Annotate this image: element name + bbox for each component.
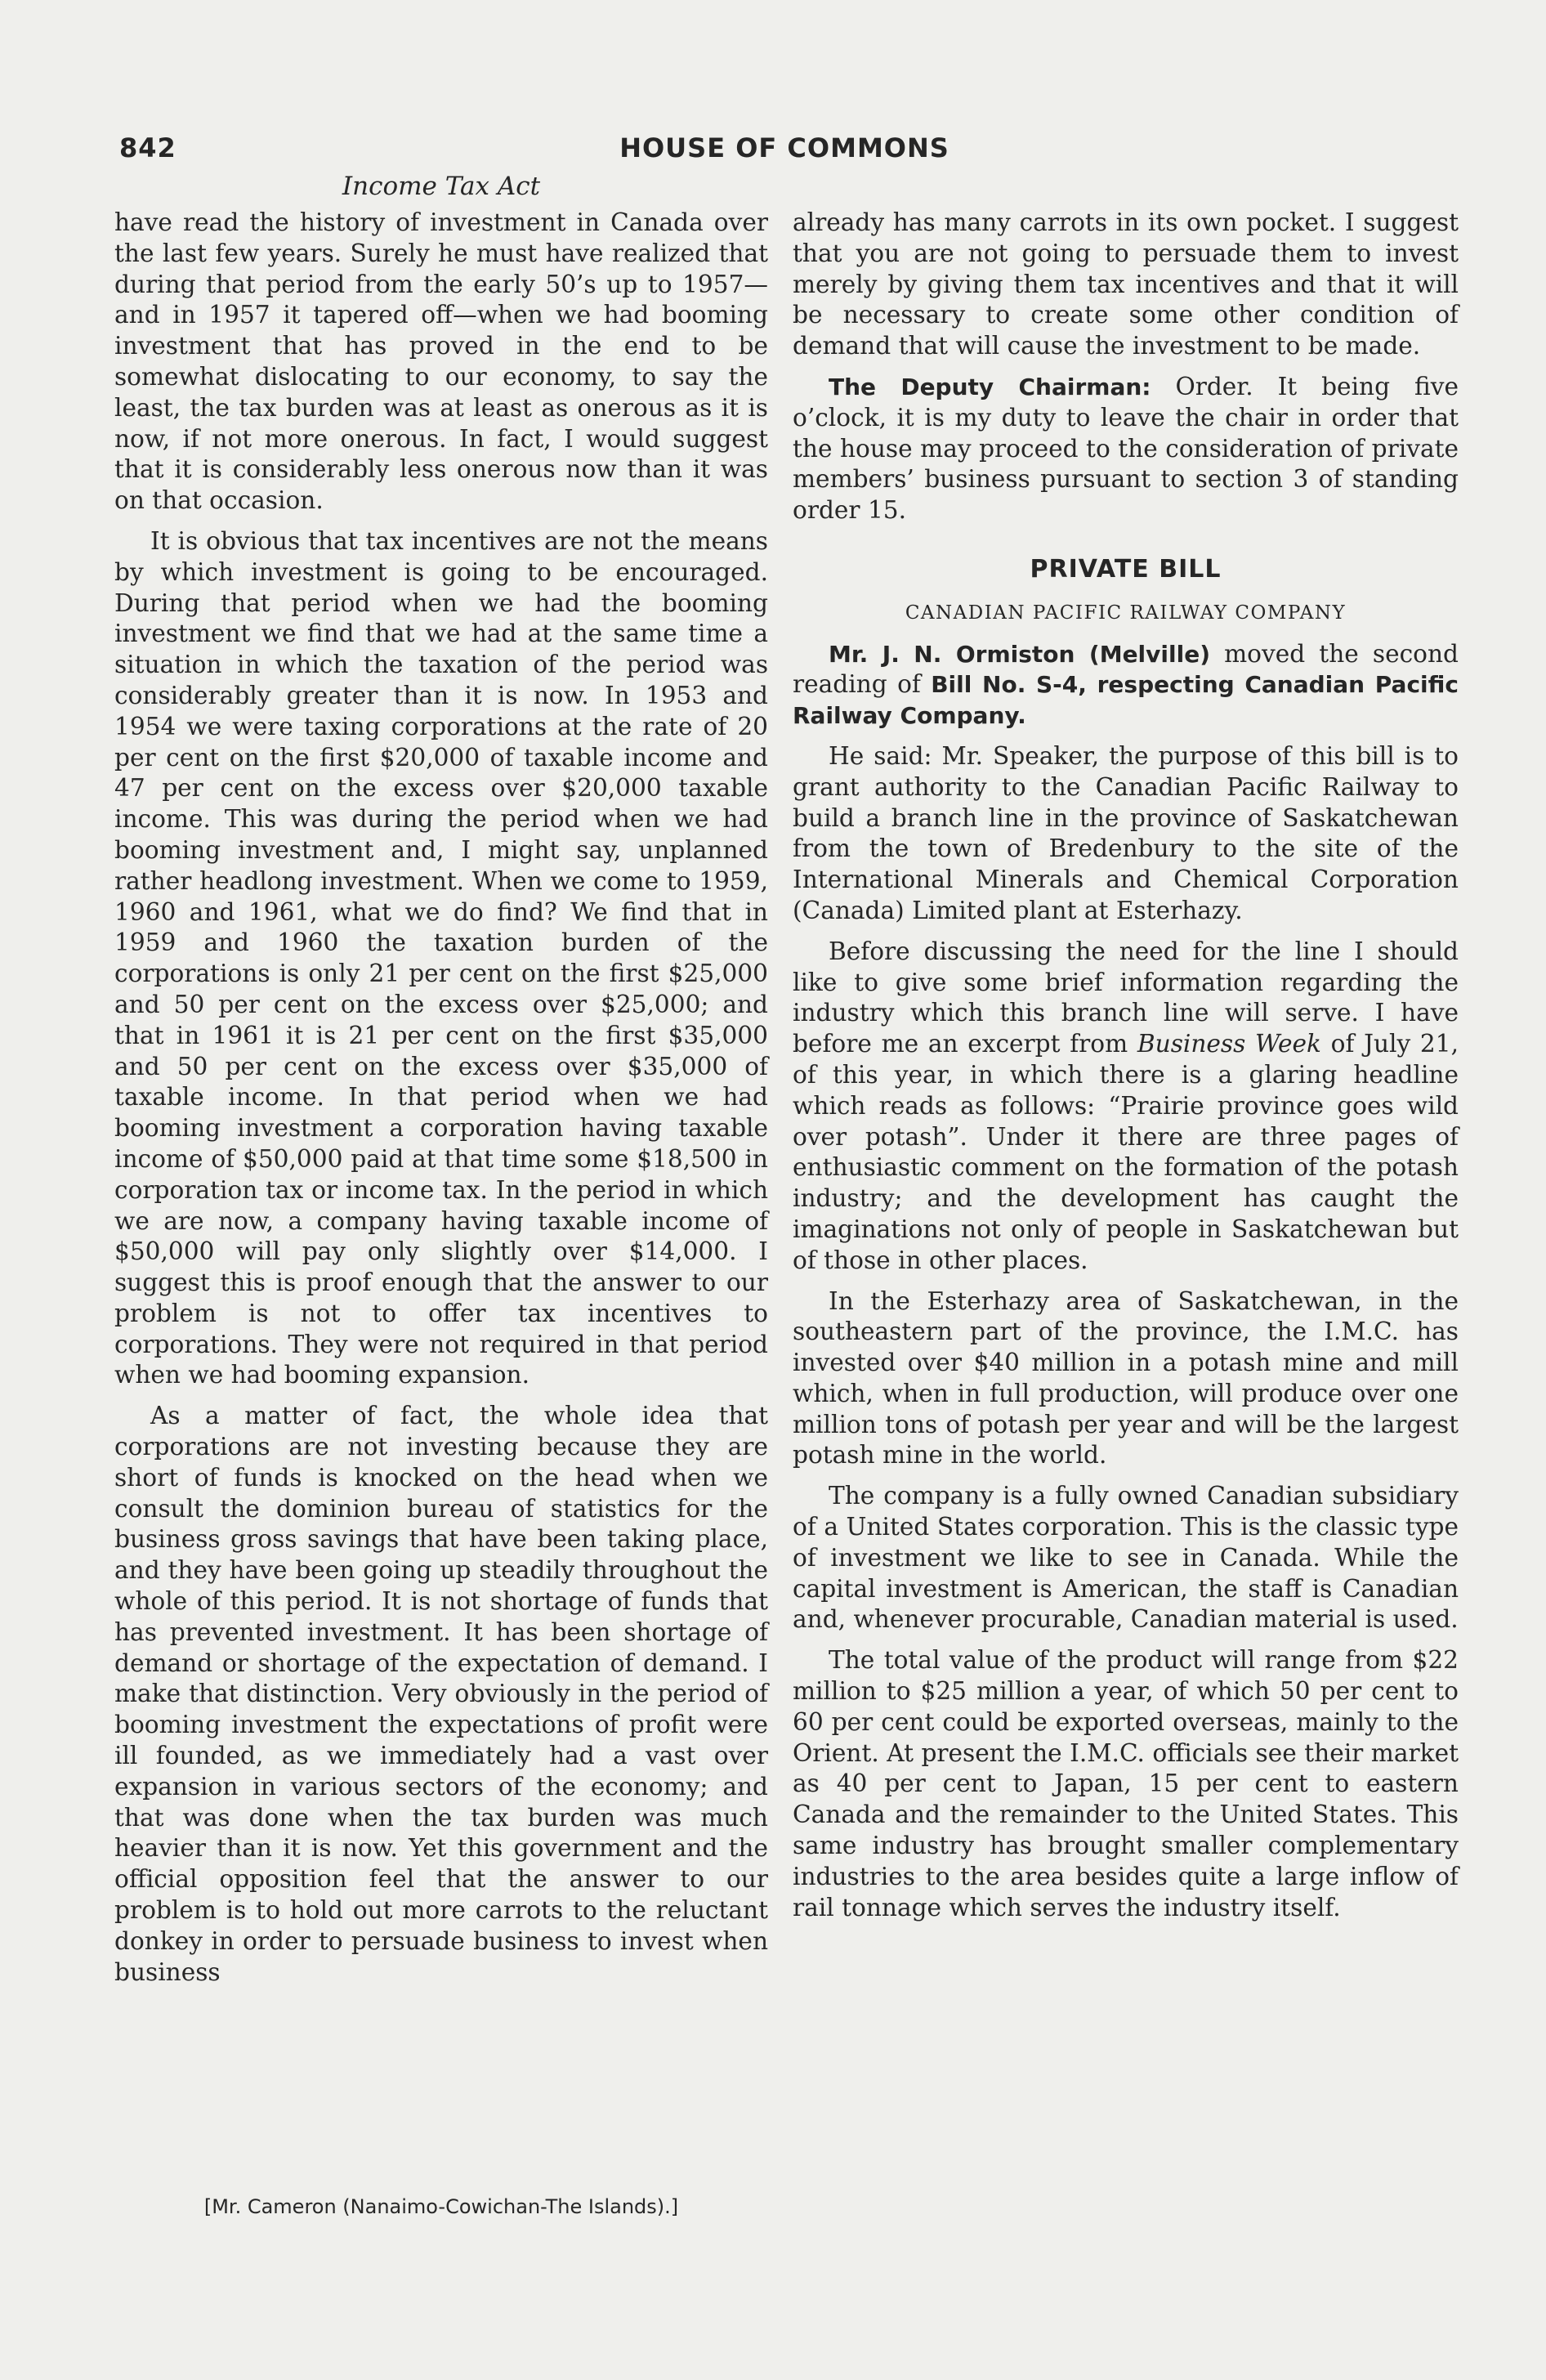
subject-heading: Income Tax Act (342, 172, 541, 201)
right-column (793, 208, 1459, 1933)
speaker-footer: [Mr. Cameron (Nanaimo-Cowichan-The Islands).] (203, 2195, 679, 2218)
paragraph: As a matter of fact, the whole idea that corporations are not investing because they are short of funds is knocked on the head when we consult the dominion bureau of statistics for the business gross savings that have been taking place, and they have been going up steadily throughout the whole of this period. It is not shortage of funds that has prevented investment. It has been shortage of demand or shortage of the expectation of demand. I make that distinction. Very obviously in the period of booming investment the expectations of profit were ill founded, as we immediately had a vast over expansion in various sectors of the economy; and that was done when the tax burden was much heavier than it is now. Yet this government and the official opposition feel that the answer to our problem is to hold out more carrots to the reluctant donkey in order to persuade business to invest when business (114, 1402, 768, 1986)
paragraph: It is obvious that tax incentives are not the means by which investment is going to be encouraged. During that period when we had the booming investment we find that we had at the same time a situation in which the taxation of the period was considerably greater than it is now. In 1953 and 1954 we were taxing corporations at the rate of 20 per cent on the first $20,000 of taxable income and 47 per cent on the excess over $20,000 taxable income. This was during the period when we had booming investment and, I might say, unplanned rather headlong investment. When we come to 1959, 1960 and 1961, what we do find? We find that in 1959 and 1960 the taxation burden of the corporations is only 21 per cent on the first $25,000 and 50 per cent on the excess over $25,000; and that in 1961 it is 21 per cent on the first $35,000 and 50 per cent on the excess over $35,000 of taxable income. In that period when we had booming investment a corporation having taxable income of $50,000 paid at that time some $18,500 in corporation tax or income tax. In the period in which we are now, a company having taxable income of $50,000 will pay only slightly over $14,000. I suggest this is proof enough that the answer to our problem is not to offer tax incentives to corporations. They were not required in that period when we had booming expansion. (114, 526, 768, 1389)
speaker-name: The Deputy Chairman: (829, 373, 1151, 400)
speech-text: Before discussing the need for the line I should like to give some brief information regarding the industry which this branch line will serve. I have before me an excerpt from (793, 937, 1459, 1058)
speech-text: Order. It being five o’clock, it is my duty to leave the chair in order that the house may proceed to the consideration of private members’ business pursuant to section 3 of standing order 15. (793, 372, 1459, 525)
paragraph: The company is a fully owned Canadian subsidiary of a United States corporation. This is the classic type of investment we like to see in Canada. While the capital investment is American, the staff is Canadian and, whenever procurable, Canadian material is used. (793, 1482, 1459, 1634)
left-column (114, 208, 768, 1998)
speech-text: of July 21, of this year, in which there is a glaring headline which reads as follows: “Prairie province goes wild over potash”. Under it there are three pages of enthusiastic comment on the formation of the potash industry; and the development has caught the imaginations not only of people in Saskatchewan but of those in other places. (793, 1030, 1459, 1274)
page-number: 842 (119, 132, 176, 163)
page-header (114, 129, 1454, 170)
paragraph: In the Esterhazy area of Saskatchewan, in the southeastern part of the province, the I.M.C. has invested over $40 million in a potash mine and mill which, when in full production, will produce over one million tons of potash per year and will be the largest potash mine in the world. (793, 1286, 1459, 1470)
running-title: HOUSE OF COMMONS (619, 132, 949, 163)
speech-text: moved the second reading of (793, 639, 1459, 699)
paragraph (793, 639, 1459, 731)
paragraph: He said: Mr. Speaker, the purpose of this bill is to grant authority to the Canadian Pacific Railway to build a branch line in the province of Saskatchewan from the town of Bredenbury to the site of the International Minerals and Chemical Corporation (Canada) Limited plant at Esterhazy. (793, 741, 1459, 924)
bill-reference: Bill No. S-4, respecting Canadian Pacific Railway Company. (793, 671, 1459, 730)
section-heading: PRIVATE BILL (1030, 554, 1222, 584)
paragraph: have read the history of investment in Canada over the last few years. Surely he must have realized that during that period from the early 50’s up to 1957—and in 1957 it tapered off—when we had booming investment that has proved in the end to be somewhat dislocating to our economy, to say the least, the tax burden was at least as onerous as it is now, if not more onerous. In fact, I would suggest that it is considerably less onerous now than it was on that occasion. (114, 208, 768, 515)
speaker-name: Mr. J. N. Ormiston (Melville) (829, 640, 1210, 668)
paragraph: The total value of the product will range from $22 million to $25 million a year, of which 50 per cent to 60 per cent could be exported overseas, mainly to the Orient. At present the I.M.C. officials see their market as 40 per cent to Japan, 15 per cent to eastern Canada and the remainder to the United States. This same industry has brought smaller complementary industries to the area besides quite a large inflow of rail tonnage which serves the industry itself. (793, 1646, 1459, 1921)
paragraph (793, 372, 1459, 526)
publication-name: Business Week (1137, 1030, 1321, 1058)
paragraph: already has many carrots in its own pocket. I suggest that you are not going to persuade them to invest merely by giving them tax incentives and that it will be necessary to create some other condition of demand that will cause the investment to be made. (793, 208, 1459, 360)
paragraph (793, 937, 1459, 1277)
section-subheading: CANADIAN PACIFIC RAILWAY COMPANY (905, 602, 1347, 624)
